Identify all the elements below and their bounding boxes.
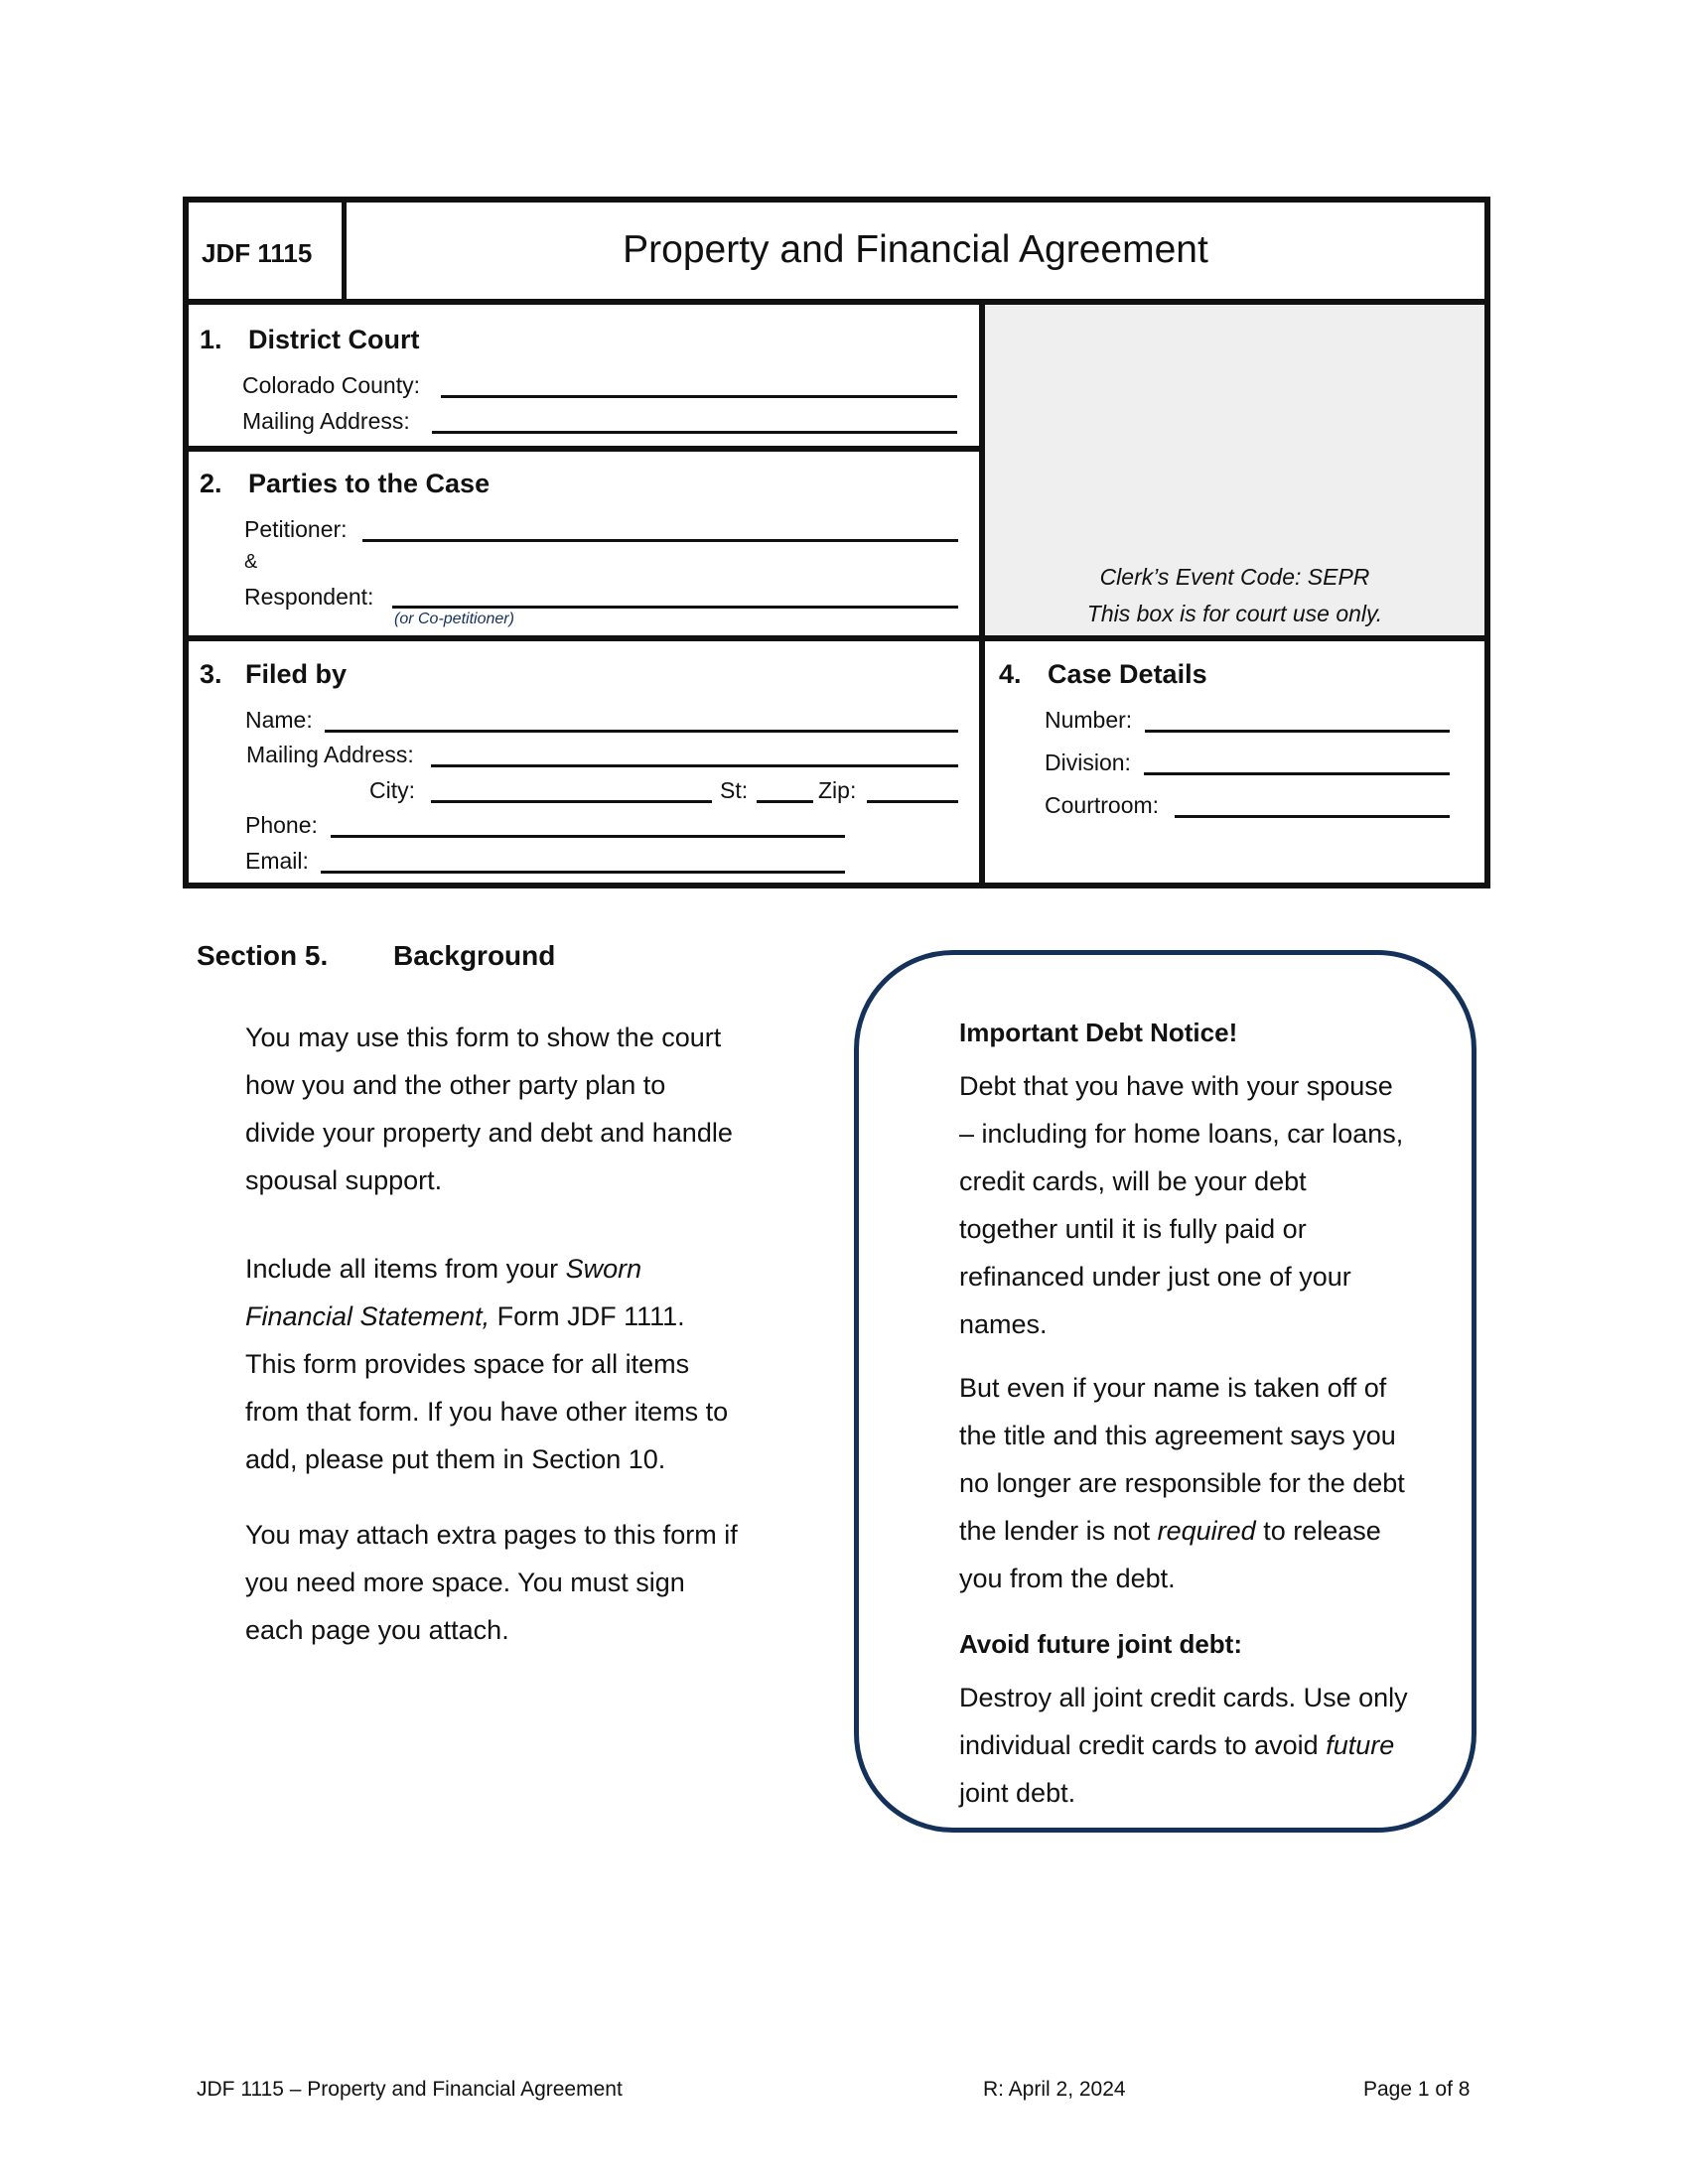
email-label: Email: <box>245 848 309 874</box>
s2-divider <box>183 635 1490 641</box>
email-field[interactable] <box>321 871 845 874</box>
case-number-label: Number: <box>1045 707 1133 733</box>
form-id: JDF 1115 <box>202 238 313 268</box>
footer-page-number: Page 1 of 8 <box>1363 2078 1471 2101</box>
mailing-address-field[interactable] <box>431 764 958 767</box>
text-italic: Sworn Financial Statement, <box>245 1254 642 1331</box>
section-title: Filed by <box>245 659 348 689</box>
state-field[interactable] <box>757 800 813 803</box>
section-title: Case Details <box>1048 659 1207 689</box>
notice-p3 <box>959 1674 1412 1817</box>
respondent-field[interactable] <box>392 606 958 609</box>
background-p3: You may attach extra pages to this form if you need more space. You must sign each page you attach. <box>245 1520 738 1645</box>
footer-form-name: JDF 1115 – Property and Financial Agreement <box>197 2078 623 2101</box>
section-number: 4. <box>999 659 1022 689</box>
text: joint debt. <box>959 1778 1076 1808</box>
footer-revision: R: April 2, 2024 <box>983 2078 1126 2101</box>
text-italic: future <box>1326 1730 1395 1760</box>
phone-label: Phone: <box>245 812 318 838</box>
ampersand: & <box>244 551 258 573</box>
petitioner-field[interactable] <box>362 539 958 542</box>
section-number: 2. <box>200 469 222 498</box>
court-use-note: This box is for court use only. <box>1086 601 1383 626</box>
section-5-label: Section 5. <box>197 940 329 971</box>
name-label: Name: <box>245 707 313 733</box>
co-petitioner-note: (or Co-petitioner) <box>394 611 514 627</box>
background-p1: You may use this form to show the court how you and the other party plan to divide your property and debt and handle spousal support. <box>245 1023 733 1195</box>
section-number: 1. <box>200 325 222 354</box>
notice-title: Important Debt Notice! <box>959 1018 1238 1047</box>
court-address-label: Mailing Address: <box>242 408 410 434</box>
page-title: Property and Financial Agreement <box>623 228 1208 271</box>
text: Destroy all joint credit cards. Use only individual credit cards to avoid <box>959 1683 1408 1760</box>
notice-p2 <box>959 1364 1412 1602</box>
petitioner-label: Petitioner: <box>244 516 348 542</box>
section-number: 3. <box>200 659 222 689</box>
text: to release you from the debt. <box>959 1516 1381 1593</box>
notice-subtitle: Avoid future joint debt: <box>959 1629 1242 1659</box>
courtroom-field[interactable] <box>1175 815 1450 818</box>
section-title: District Court <box>248 325 420 354</box>
mailing-address-label: Mailing Address: <box>246 742 414 767</box>
respondent-label: Respondent: <box>244 584 374 610</box>
text: But even if your name is taken off of the title and this agreement says you no longer are responsible for the debt the lender is not <box>959 1373 1405 1546</box>
courtroom-label: Courtroom: <box>1045 792 1160 818</box>
debt-notice-callout <box>854 950 1477 1833</box>
zip-field[interactable] <box>867 800 958 803</box>
text-italic: required <box>1157 1516 1256 1546</box>
state-label: St: <box>720 777 749 803</box>
text: Form JDF 1111. This form provides space for all items from that form. If you have other items to add, please put them in Section 10. <box>245 1301 729 1474</box>
county-field[interactable] <box>441 395 957 398</box>
city-field[interactable] <box>431 800 712 803</box>
division-field[interactable] <box>1144 772 1450 775</box>
name-field[interactable] <box>325 730 958 733</box>
section-5-title: Background <box>393 940 556 971</box>
city-label: City: <box>369 777 415 803</box>
division-label: Division: <box>1045 750 1131 775</box>
clerk-event-code: Clerk’s Event Code: SEPR <box>1099 564 1370 590</box>
s1-divider <box>183 446 982 452</box>
court-address-field[interactable] <box>432 431 957 434</box>
case-number-field[interactable] <box>1145 730 1450 733</box>
section-title: Parties to the Case <box>248 469 491 498</box>
text: Include all items from your <box>245 1254 566 1284</box>
county-label: Colorado County: <box>242 372 420 398</box>
background-p2 <box>245 1245 742 1483</box>
notice-p1: Debt that you have with your spouse – including for home loans, car loans, credit cards, will be your debt together until it is fully paid or refinanced under just one of your names. <box>959 1071 1404 1339</box>
phone-field[interactable] <box>331 835 845 838</box>
zip-label: Zip: <box>818 777 857 803</box>
